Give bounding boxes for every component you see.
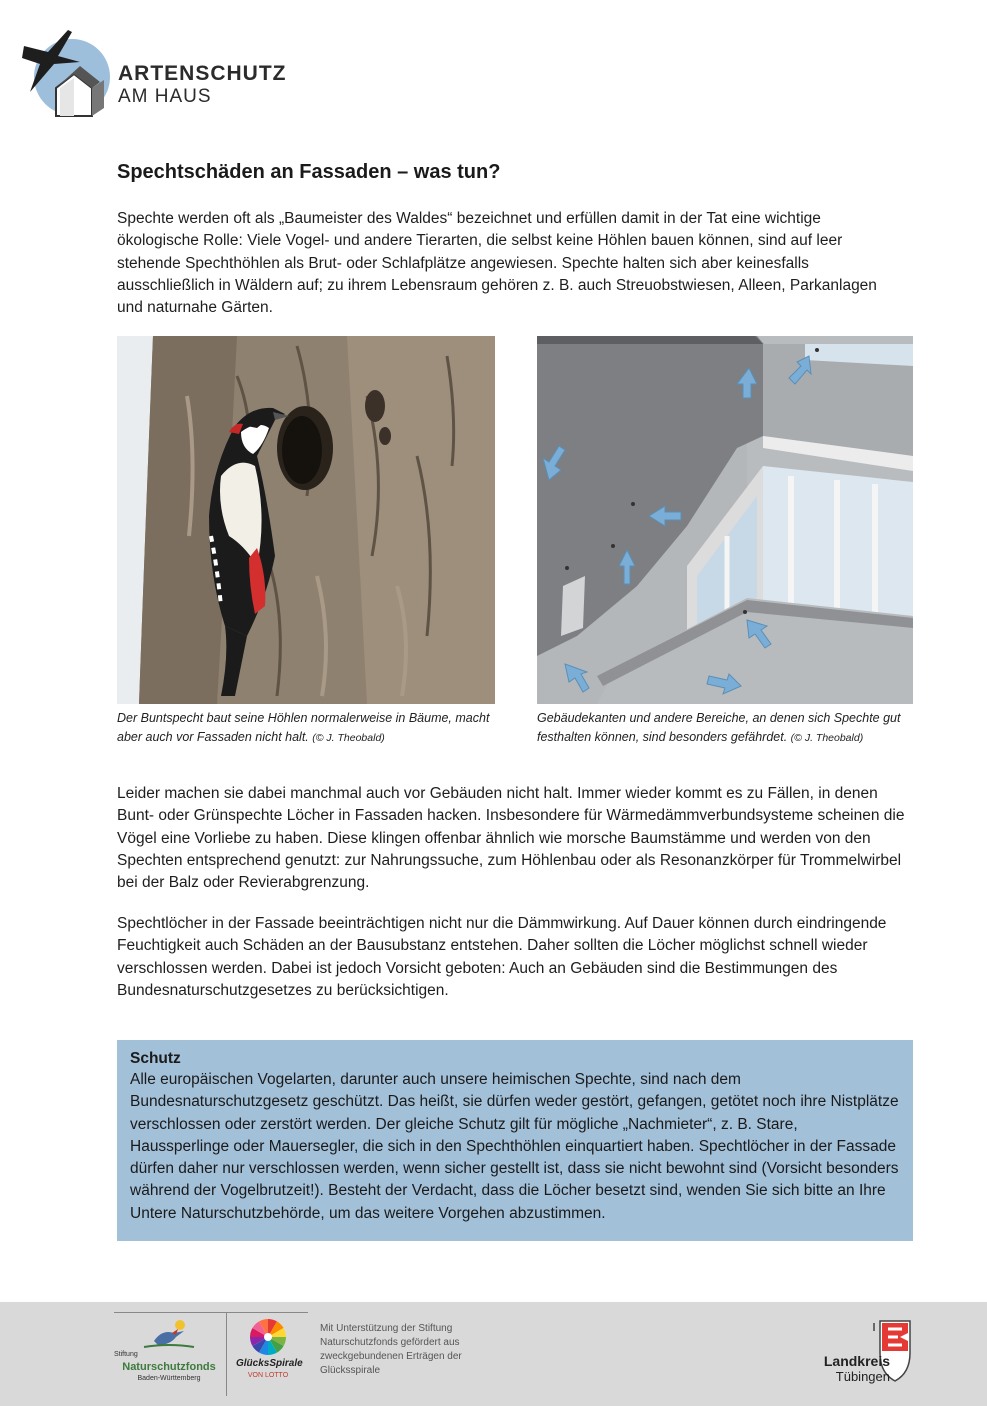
landkreis-line1: Landkreis	[823, 1353, 890, 1369]
house-bird-icon	[20, 22, 120, 122]
caption-text: Der Buntspecht baut seine Höhlen normalerweise in Bäume, macht aber auch vor Fassaden nicht halt.	[117, 711, 490, 744]
woodpecker-photo	[117, 336, 495, 704]
bird-on-branch-icon	[114, 1317, 224, 1353]
support-text: Mit Unterstützung der Stiftung Naturschutzfonds gefördert aus zweckgebundenen Erträgen der Glücksspirale	[320, 1323, 462, 1376]
naturschutz-region: Baden-Württemberg	[137, 1375, 201, 1382]
footer-divider-line	[114, 1312, 308, 1313]
footer	[0, 1302, 987, 1406]
caption-credit: (© J. Theobald)	[312, 732, 385, 744]
footer-vertical-divider	[226, 1312, 227, 1396]
landkreis-line2: Tübingen	[835, 1369, 890, 1384]
image-caption-2	[537, 709, 922, 748]
caption-text: Gebäudekanten und andere Bereiche, an denen sich Spechte gut festhalten können, sind besonders gefährdet.	[537, 711, 901, 744]
intro-paragraph: Spechte werden oft als „Baumeister des Waldes“ bezeichnet und erfüllen damit in der Tat eine wichtige ökologische Rolle: Viele Vogel- und andere Tierarten, die selbst keine Höhlen bauen können, sind auf leer stehende Spechthöhlen als Brut- oder Schlafplätze angewiesen. Spechte halten sich aber keinesfalls ausschließlich in Wäldern auf; zu ihrem Lebensraum gehören z. B. auch Streuobstwiesen, Alleen, Parkanlagen und naturnahe Gärten.	[117, 210, 877, 317]
logo-line2: AM HAUS	[118, 86, 212, 107]
protection-infobox	[117, 1040, 913, 1241]
caption-credit: (© J. Theobald)	[790, 732, 864, 744]
logo-line1: ARTENSCHUTZ	[118, 62, 287, 85]
spiral-flower-icon	[236, 1316, 300, 1358]
body-paragraph-1: Leider machen sie dabei manchmal auch vor Gebäuden nicht halt. Immer wieder kommt es zu Fällen, in denen Bunt- oder Grünspechte Löcher in Fassaden hacken. Insbesondere für Wärmedämmverbundsysteme scheinen die Vögel eine Vorliebe zu haben. Diese klingen offenbar ähnlich wie morsche Baumstämme und werden von den Spechten entsprechend genutzt: zur Nahrungssuche, zum Höhlenbau oder als Resonanzkörper für Trommelwirbel bei der Balz oder Revierabgrenzung.	[117, 785, 905, 892]
gluecksspirale-logo	[236, 1316, 303, 1396]
naturschutz-small-label: Stiftung	[114, 1351, 138, 1358]
landkreis-tuebingen-logo	[810, 1317, 920, 1397]
image-caption-1	[117, 709, 502, 748]
naturschutzfonds-logo	[114, 1317, 224, 1397]
artenschutz-logo	[20, 22, 287, 122]
gluecks-sub: VON LOTTO	[247, 1372, 289, 1379]
page-title: Spechtschäden an Fassaden – was tun?	[117, 161, 501, 183]
gluecks-name: GlücksSpirale	[236, 1358, 303, 1369]
naturschutz-name: Naturschutzfonds	[122, 1361, 216, 1373]
body-paragraph-2: Spechtlöcher in der Fassade beeinträchtigen nicht nur die Dämmwirkung. Auf Dauer können durch eindringende Feuchtigkeit auch Schäden an der Bausubstanz entstehen. Daher sollten die Löcher möglichst schnell wieder verschlossen werden. Dabei ist jedoch Vorsicht geboten: Auch an Gebäuden sind die Bestimmungen des Bundesnaturschutzgesetzes zu berücksichtigen.	[117, 915, 887, 999]
infobox-text: Alle europäischen Vogelarten, darunter auch unsere heimischen Spechte, sind nach dem Bundesnaturschutzgesetz geschützt. Das heißt, sie dürfen weder gestört, gefangen, getötet noch ihre Nistplätze verschlossen oder zerstört werden. Der gleiche Schutz gilt für mögliche „Nachmieter“, z. B. Stare, Haussperlinge oder Mauersegler, die sich in den Spechthöhlen einquartiert haben. Spechtlöcher in der Fassade dürfen daher nur verschlossen werden, wenn sicher gestellt ist, dass sie nicht bewohnt sind (Vorsicht besonders während der Vogelbrutzeit!). Besteht der Verdacht, dass die Löcher besetzt sind, wenden Sie sich bitte an Ihre Untere Naturschutzbehörde, um das weitere Vorgehen abzustimmen.	[130, 1071, 899, 1222]
building-facade-photo	[537, 336, 913, 704]
infobox-title: Schutz	[130, 1050, 181, 1067]
